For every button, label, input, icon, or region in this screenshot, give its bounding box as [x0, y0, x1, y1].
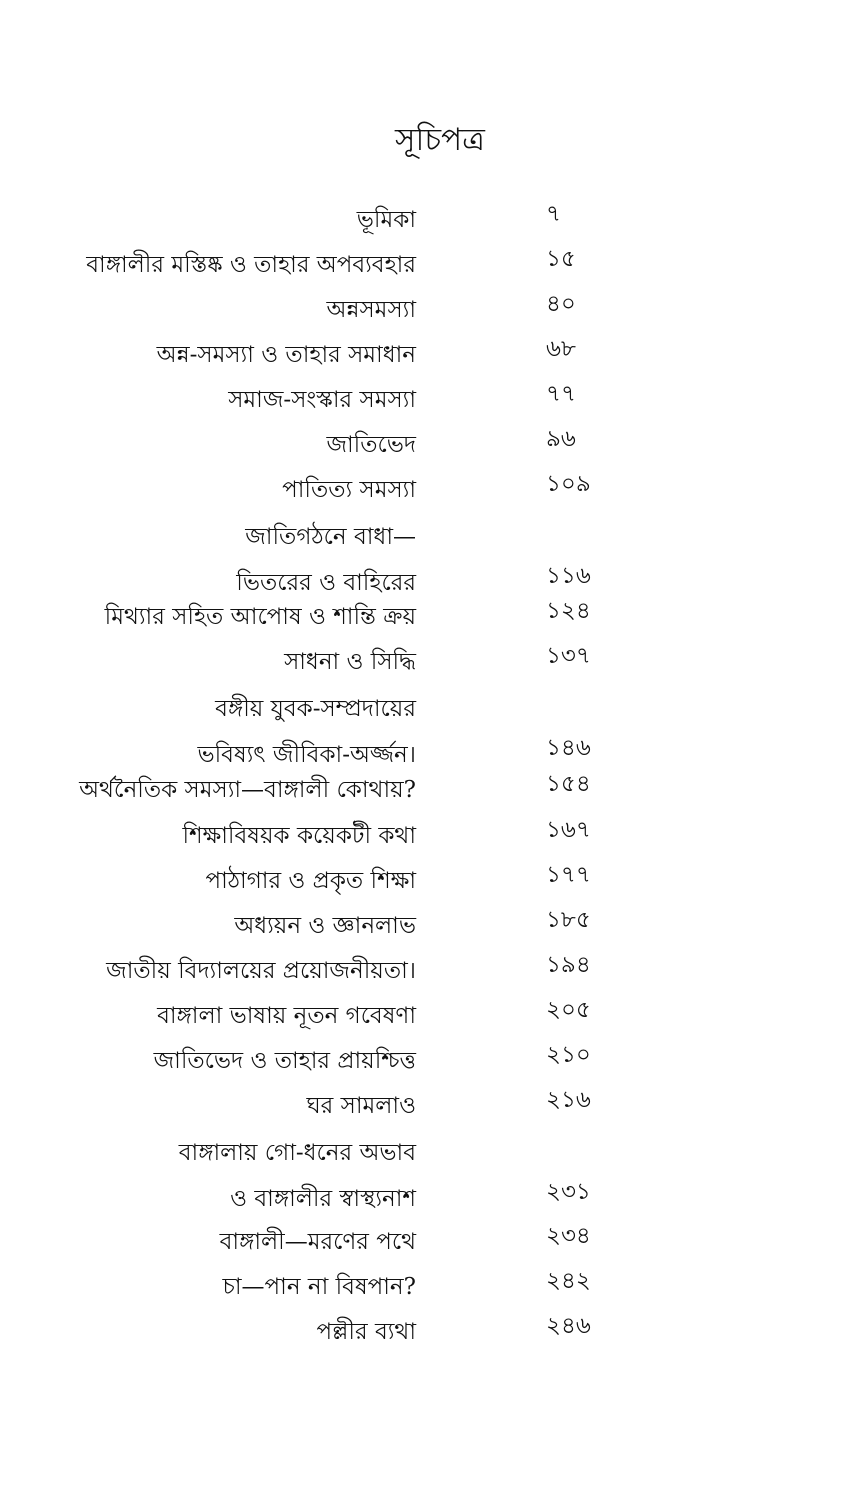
entry-title: পল্লীর ব্যথা [316, 1319, 416, 1345]
entry-title: পাঠাগার ও প্রকৃত শিক্ষা [205, 868, 416, 894]
toc-entry [0, 288, 856, 333]
entry-page-number: ১৮৫ [546, 907, 591, 933]
entry-page-number: ৭ [546, 201, 561, 227]
toc-entry [0, 514, 856, 604]
entry-title: শিক্ষাবিষয়ক কয়েকটী কথা [182, 823, 416, 849]
entry-title: অধ্যয়ন ও জ্ঞানলাভ [234, 913, 416, 939]
toc-entry [0, 859, 856, 904]
toc-entry [0, 1084, 856, 1129]
entry-title: সাধনা ও সিদ্ধি [284, 649, 416, 675]
entry-title: জাতীয় বিদ্যালয়ের প্রয়োজনীয়তা। [106, 958, 416, 984]
entry-page-number: ১২৪ [546, 598, 591, 624]
entry-page-number: ১১৬ [546, 563, 591, 589]
entry-page-number: ১৫৪ [546, 771, 591, 797]
entry-title: জাতিগঠনে বাধা— ভিতরের ও বাহিরের [236, 524, 416, 596]
entry-title: ঘর সামলাও [306, 1093, 416, 1119]
page-title: সূচিপত্র [395, 122, 485, 158]
toc-entry [0, 333, 856, 378]
toc-entry [0, 1130, 856, 1220]
entry-title: মিথ্যার সহিত আপোষ ও শান্তি ক্রয় [104, 604, 416, 630]
toc-entry [0, 1265, 856, 1310]
entry-page-number: ২৪২ [546, 1268, 591, 1294]
entry-page-number: ১০৯ [546, 471, 591, 497]
entry-page-number: ১৯৪ [546, 952, 591, 978]
entry-page-number: ১৩৭ [546, 643, 591, 669]
entry-title: বঙ্গীয় যুবক-সম্প্রদায়ের ভবিষ্যৎ জীবিকা-অর্জ্জন। [197, 696, 416, 768]
entry-title: চা—পান না বিষপান? [222, 1274, 416, 1300]
entry-title: বাঙ্গালী—মরণের পথে [219, 1229, 416, 1255]
toc-entry [0, 243, 856, 288]
entry-page-number: ২৪৬ [546, 1313, 591, 1339]
entry-page-number: ১৪৬ [546, 735, 591, 761]
toc-entry [0, 640, 856, 685]
entry-title: অন্ন-সমস্যা ও তাহার সমাধান [156, 342, 416, 368]
entry-page-number: ১৭৭ [546, 862, 591, 888]
entry-page-number: ২৩৪ [546, 1223, 591, 1249]
toc-entry [0, 1310, 856, 1355]
entry-page-number: ১৫ [546, 246, 576, 272]
toc-entry [0, 1220, 856, 1265]
entry-title: বাঙ্গালা ভাষায় নূতন গবেষণা [157, 1003, 416, 1029]
toc-entry [0, 423, 856, 468]
entry-title: বাঙ্গালীর মস্তিষ্ক ও তাহার অপব্যবহার [86, 252, 416, 278]
entry-page-number: ২৩১ [546, 1179, 591, 1205]
toc-entry [0, 468, 856, 513]
toc-entry [0, 768, 856, 813]
entry-page-number: ৬৮ [546, 336, 576, 362]
toc-entry [0, 1039, 856, 1084]
entry-title: অন্নসমস্যা [326, 297, 416, 323]
toc-entry [0, 595, 856, 640]
entry-page-number: ২০৫ [546, 997, 591, 1023]
entry-page-number: ৪০ [546, 291, 576, 317]
entry-title: সমাজ-সংস্কার সমস্যা [228, 387, 416, 413]
toc-entry [0, 814, 856, 859]
entry-title: ভূমিকা [356, 207, 416, 233]
entry-title: পাতিত্য সমস্যা [282, 477, 416, 503]
entry-title: অর্থনৈতিক সমস্যা—বাঙ্গালী কোথায়? [79, 777, 416, 803]
toc-entry [0, 378, 856, 423]
entry-title: জাতিভেদ ও তাহার প্রায়শ্চিত্ত [153, 1048, 416, 1074]
entry-page-number: ১৬৭ [546, 817, 591, 843]
toc-entry [0, 994, 856, 1039]
entry-title: বাঙ্গালায় গো-ধনের অভাব ও বাঙ্গালীর স্বাস্থ্যনাশ [178, 1140, 416, 1212]
toc-entry [0, 686, 856, 776]
toc-entry [0, 198, 856, 243]
toc-entry [0, 949, 856, 994]
entry-page-number: ৯৬ [546, 426, 576, 452]
toc-entry [0, 904, 856, 949]
entry-page-number: ২১৬ [546, 1087, 591, 1113]
entry-title: জাতিভেদ [326, 432, 416, 458]
entry-page-number: ২১০ [546, 1042, 591, 1068]
entry-page-number: ৭৭ [546, 381, 576, 407]
